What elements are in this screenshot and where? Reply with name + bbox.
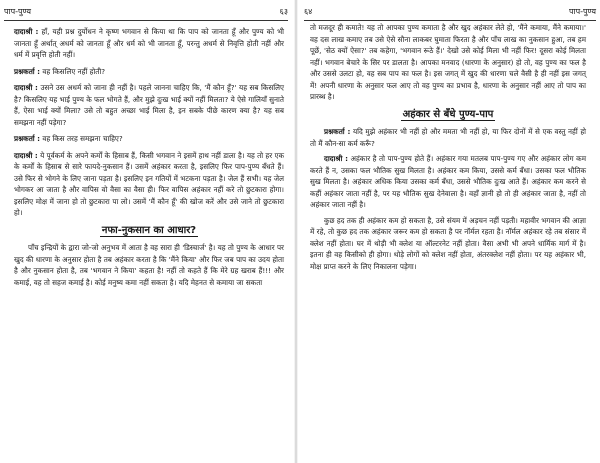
dialogue-text: वह किसलिए नहीं होती? <box>42 66 106 76</box>
dialogue-block <box>310 153 586 211</box>
left-page <box>0 0 292 463</box>
dialogue-text: वह किस तरह समझना चाहिए? <box>42 134 123 143</box>
speaker-label: दादाश्री : <box>14 150 38 160</box>
section-heading <box>14 225 284 237</box>
section-heading-text: नफा-नुकसान का आधार? <box>101 224 197 236</box>
dialogue-text: उसने उस अधर्म को जाना ही नहीं है। पहले जानना चाहिए कि, 'मैं कौन हूँ?' यह सब किसलिए है? किसलिए यह भाई पुण्य के फल भोगते हैं, और मुझे दुःख भाई क्यों नहीं मिलता? ये ऐसे गालियाँ सुनाते हैं, ऐसा भाई क्यों मिला? उसे तो बहुत अच्छा भाई मिला है, इन सबके पीछे कारण क्या है? यह सब समझना नहीं पड़ेगा? <box>14 83 284 127</box>
right-page-number: ६४ <box>304 7 313 16</box>
left-header-rule <box>4 20 288 21</box>
speaker-label: प्रश्नकर्ता : <box>324 127 351 136</box>
left-page-title: पाप-पुण्य <box>4 7 32 16</box>
speaker-label: दादाश्री : <box>14 27 39 36</box>
section-heading-text: अहंकार से बँधे पुण्य-पाप <box>402 108 494 120</box>
dialogue-text: अहंकार है तो पाप-पुण्य होते हैं। अहंकार गया मतलब पाप-पुण्य गए और अहंकार लोग कम करते हैं न, उसका फल भौतिक सुख मिलता है। अहंकार कम किया, उससे कर्म बँधा। उसका फल भौतिक सुख मिलता है। अहंकार अधिक किया उसका कर्म बँधा, उससे भौतिक दुःख आते हैं। अहंकार कम करने से कहीं अहंकार जाता नहीं है, पर यह भौतिक सुख देनेवाला है। वहाँ ज्ञानी हो तो ही अहंकार जाता है, नहीं तो अहंकार जाता नहीं है। <box>310 154 586 209</box>
right-running-head <box>304 6 596 18</box>
paragraph: पाँच इन्द्रियों के द्वारा जो-जो अनुभव में आता है वह सारा ही 'डिस्चार्ज' है। यह तो पुण्य के आधार पर खुद की धारणा के अनुसार होता है तब अहंकार करता है कि 'मैंने किया' और फिर जब पाप का उदय होता है और नुकसान होता है, तब 'भगवान ने किया' कहता है! नहीं तो कहते हैं कि मेरे ग्रह खराब हैं!!! और कमाई, वह तो सहज कमाई है। कोई मनुष्य कमा नहीं सकता है। यदि मेहनत से कमाया जा सकता <box>14 243 284 287</box>
dialogue-block <box>14 150 284 219</box>
right-page-title: पाप-पुण्य <box>568 7 596 16</box>
book-gutter <box>294 0 298 463</box>
question-block <box>14 66 284 78</box>
dialogue-block <box>14 82 284 128</box>
dialogue-text: ये पूर्वकर्म के अपने कर्मों के हिसाब हैं, किसी भगवान ने इसमें हाथ नहीं डाला है। यह तो हर एक के कर्मों के हिसाब से सारे फायदे-नुकसान हैं। उसमें अहंकार करता है, इसलिए फिर पाप-पुण्य बँधते हैं। उसे फिर से भोगने के लिए जाना पड़ता है। इसलिए इन गतियों में भटकना पड़ता है। जेल हैं सभी। यह जेल भोगकर आ जाता है और वापिस वो वैसा का वैसा ही। फिर वापिस अहंकार नहीं करे तो छुटकारा होगा। इसलिए मोक्ष में जाना हो तो छुटकारा पा लो। उसमें 'मैं कौन हूँ' की खोज करें और उसे जाने तो छुटकारा हो। <box>14 150 284 217</box>
left-page-number: ६३ <box>279 7 288 16</box>
right-page <box>300 0 600 463</box>
question-block <box>14 133 284 145</box>
left-running-head <box>4 6 288 18</box>
dialogue-text: हाँ, यही प्रश्न दुर्योधन ने कृष्ण भगवान से किया था कि पाप को जानता हूँ और पुण्य को भी जानता हूँ अर्थात् अधर्म को जानता हूँ और धर्म को भी जानता हूँ, परन्तु अधर्म से निवृत्ति होती नहीं और धर्म में प्रवृत्ति होती नहीं। <box>14 27 284 59</box>
speaker-label: दादाश्री : <box>324 154 348 163</box>
speaker-label: प्रश्नकर्ता : <box>14 134 41 143</box>
dialogue-text: यदि मुझे अहंकार भी नहीं हो और ममता भी नहीं हो, या फिर दोनों में से एक वस्तु नहीं हो तो मैं कौन-सा कर्म करूँ? <box>310 127 586 148</box>
section-heading <box>310 109 586 121</box>
paragraph: कुछ हद तक ही अहंकार कम हो सकता है, उसे संयम में अड़चन नहीं पड़ती। महावीर भगवान की आज्ञा में रहे, तो कुछ हद तक अहंकार जरूर कम हो सकता है पर नॉर्मल रहता है। नॉर्मल अहंकार रहे तब संसार में क्लेश नहीं होता। घर में थोड़ी भी क्लेश या ऑल्टरनेट नहीं होता। वैसा अभी भी अपने धार्मिक मार्ग में है। इतना ही वह किसीको ही होगा। थोड़े लोगों को क्लेश नहीं होता, अंतरक्लेश नहीं होता। पर यह अहंकार भी, मोक्ष प्राप्त करने के लिए निकालना पड़ेगा। <box>310 215 586 271</box>
speaker-label: दादाश्री : <box>14 83 38 92</box>
dialogue-block <box>14 26 284 61</box>
paragraph: तो मजदूर ही कमाते! यह तो आपका पुण्य कमाता है और खुद अहंकार लेते हो, 'मैंने कमाया, मैंने कमाया।' वह दस लाख कमाए तब उसे ऐसे सौना लाकबर घुमाता फिरता है और पाँच लाख का नुकसान हुआ, तब हम पूछें, 'सेठ क्यों ऐसा?' तब कहेगा, 'भगवान रूठे हैं।' देखो उसे कोई मिला भी नहीं फिर! दूसरा कोई मिलता नहीं। भगवान बेचारे के सिर पर डालता है। आपका मनवाद (धारणा के अनुसार) हो तो, वह पुण्य का फल है और उससे उलटा हो, वह सब पाप का फल है। इस जगत् में खुद की धारणा चले वैसी है ही नहीं इस जगत् में! अपनी धारणा के अनुसार फल आए तो वह पुण्य का प्रभाव है, धारणा के अनुसार नहीं आए तो पाप का प्रारब्ध है। <box>310 23 586 101</box>
left-body-text <box>14 26 284 292</box>
question-block <box>310 126 586 149</box>
speaker-label: प्रश्नकर्ता : <box>14 66 41 76</box>
right-body-text <box>310 22 586 276</box>
right-header-rule <box>304 20 596 21</box>
